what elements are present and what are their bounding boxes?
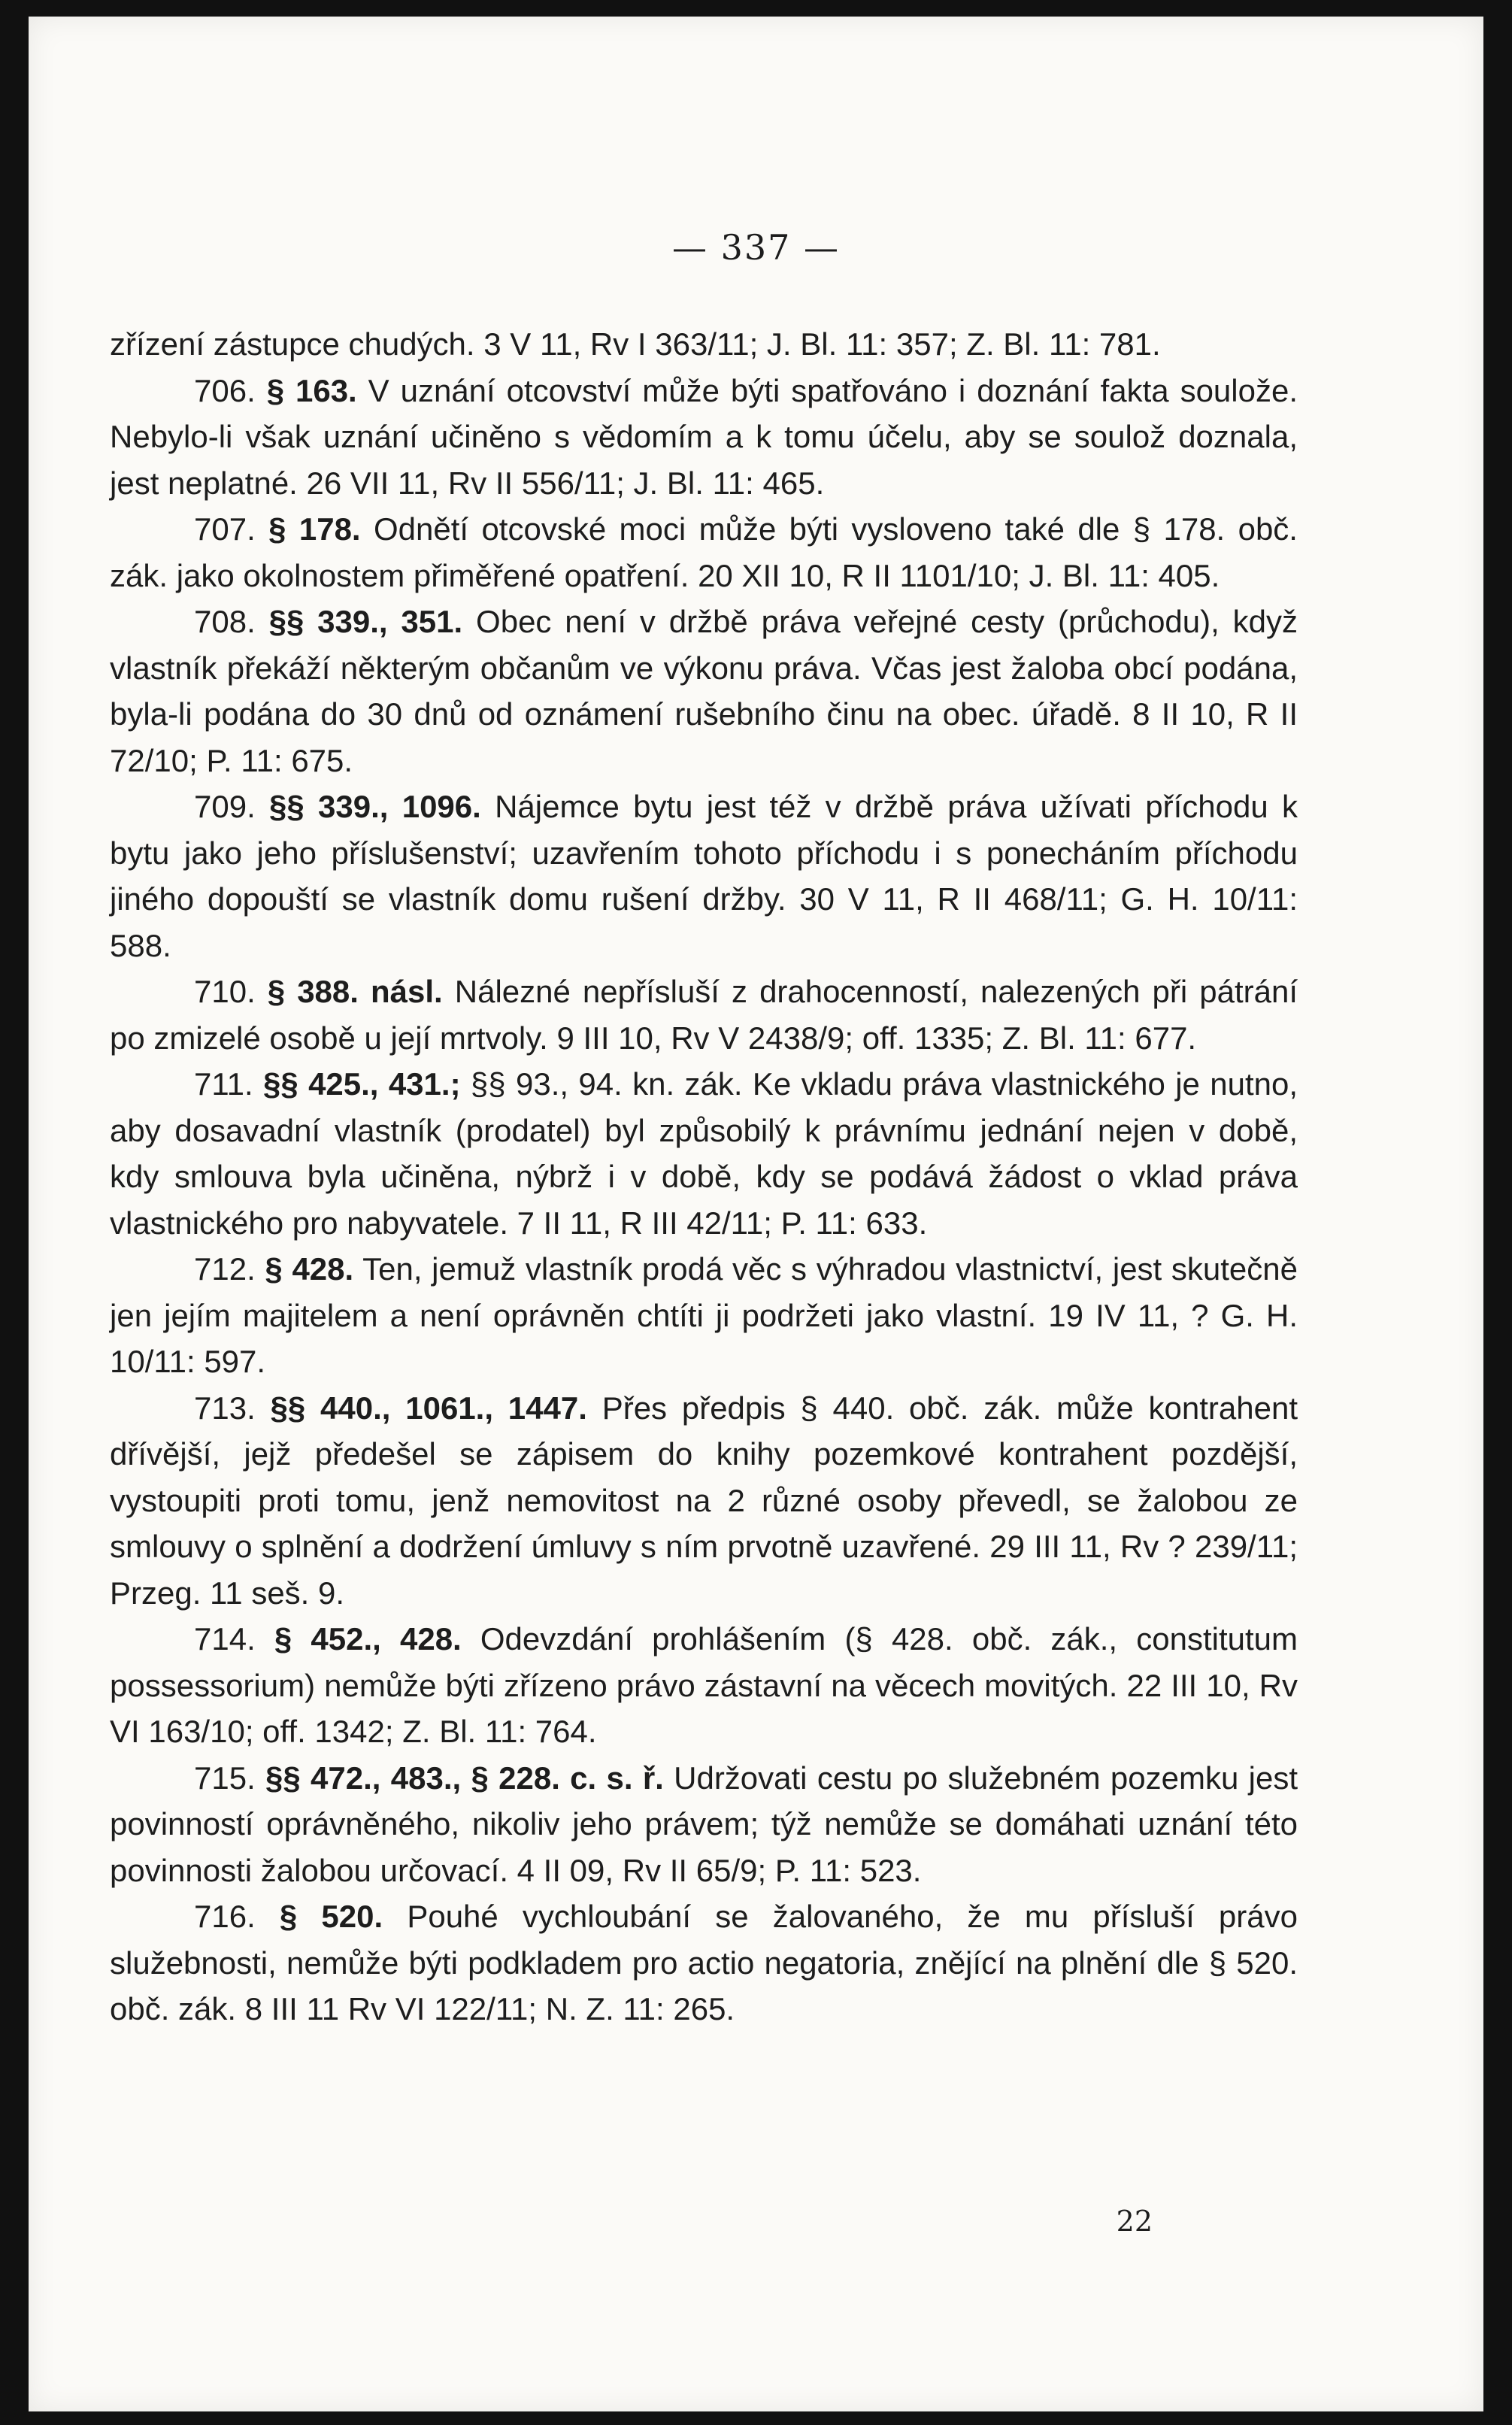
entry-text: Odevzdání prohlášením (§ 428. obč. zák., constitutum possessorium) nemůže býti zřízeno právo zástavní na věcech movitých. 22 III 10, Rv VI 163/10; off. 1342; Z. Bl. 11: 764. bbox=[110, 1621, 1298, 1749]
entry-713 bbox=[110, 1385, 1298, 1617]
entry-number: 715. bbox=[194, 1760, 256, 1796]
page-body bbox=[110, 321, 1298, 2032]
entry-714 bbox=[110, 1616, 1298, 1755]
page-number: — 337 — bbox=[671, 227, 841, 268]
entry-706 bbox=[110, 368, 1298, 507]
entry-708 bbox=[110, 599, 1298, 784]
section-reference: § 520. bbox=[279, 1899, 383, 1934]
entry-710 bbox=[110, 968, 1298, 1061]
entry-text: Ten, jemuž vlastník prodá věc s výhradou vlastnictví, jest skutečně jen jejím majitelem a není oprávněn chtíti ji podržeti jako vlastní. 19 IV 11, ? G. H. 10/11: 597. bbox=[110, 1251, 1298, 1379]
entry-709 bbox=[110, 784, 1298, 968]
entry-text: Přes předpis § 440. obč. zák. může kontrahent dřívější, jejž předešel se zápisem do knihy pozemkové kontrahent pozdější, vystoupiti proti tomu, jenž nemovitost na 2 různé osoby převedl, se žalobou ze smlouvy o splnění a dodržení úmluvy s ním prvotně uzavřené. 29 III 11, Rv ? 239/11; Przeg. 11 seš. 9. bbox=[110, 1390, 1298, 1611]
entry-text: V uznání otcovství může býti spatřováno i doznání fakta soulože. Nebylo-li však uznání učiněno s vědomím a k tomu účelu, aby se soulož doznala, jest neplatné. 26 VII 11, Rv II 556/11; J. Bl. 11: 465. bbox=[110, 372, 1298, 501]
entry-707 bbox=[110, 506, 1298, 599]
entry-number: 706. bbox=[194, 372, 256, 408]
entry-number: 712. bbox=[194, 1251, 256, 1287]
entry-text: Udržovati cestu po služebném pozemku jest povinností oprávněného, nikoliv jeho právem; týž nemůže se domáhati uznání této povinnosti žalobou určovací. 4 II 09, Rv II 65/9; P. 11: 523. bbox=[110, 1760, 1298, 1888]
section-reference: §§ 472., 483., § 228. c. s. ř. bbox=[265, 1760, 664, 1796]
entry-number: 708. bbox=[194, 604, 256, 639]
entry-number: 713. bbox=[194, 1390, 256, 1426]
entry-number: 707. bbox=[194, 511, 256, 547]
entry-text: Nálezné nepřísluší z drahocenností, nalezených při pátrání po zmizelé osobě u její mrtvoly. 9 III 10, Rv V 2438/9; off. 1335; Z. Bl. 11: 677. bbox=[110, 974, 1298, 1056]
entry-715 bbox=[110, 1755, 1298, 1894]
section-reference: §§ 339., 1096. bbox=[269, 789, 481, 824]
entry-711 bbox=[110, 1061, 1298, 1246]
entry-text: §§ 93., 94. kn. zák. Ke vkladu práva vlastnického je nutno, aby dosavadní vlastník (prodatel) byl způsobilý k právnímu jednání nejen v době, kdy smlouva byla učiněna, nýbrž i v době, kdy se podává žádost o vklad práva vlastnického pro nabyvatele. 7 II 11, R III 42/11; P. 11: 633. bbox=[110, 1066, 1298, 1241]
section-reference: § 428. bbox=[265, 1251, 354, 1287]
section-reference: § 452., 428. bbox=[274, 1621, 462, 1657]
section-reference: § 178. bbox=[268, 511, 361, 547]
section-reference: §§ 425., 431.; bbox=[263, 1066, 461, 1102]
entry-text: Odnětí otcovské moci může býti vysloveno také dle § 178. obč. zák. jako okolnostem přiměřené opatření. 20 XII 10, R II 1101/10; J. Bl. 11: 405. bbox=[110, 511, 1298, 593]
signature-mark: 22 bbox=[1116, 2205, 1153, 2238]
entry-number: 711. bbox=[194, 1066, 253, 1102]
book-page bbox=[29, 17, 1483, 2411]
entry-text: Nájemce bytu jest též v držbě práva užívati příchodu k bytu jako jeho příslušenství; uzavřením tohoto příchodu i s ponecháním příchodu jiného dopouští se vlastník domu rušení držby. 30 V 11, R II 468/11; G. H. 10/11: 588. bbox=[110, 789, 1298, 963]
continued-paragraph: zřízení zástupce chudých. 3 V 11, Rv I 363/11; J. Bl. 11: 357; Z. Bl. 11: 781. bbox=[110, 326, 1161, 362]
section-reference: §§ 440., 1061., 1447. bbox=[270, 1390, 587, 1426]
section-reference: § 388. násl. bbox=[267, 974, 443, 1009]
entry-text: Pouhé vychloubání se žalovaného, že mu přísluší právo služebnosti, nemůže býti podkladem pro actio negatoria, znějící na plnění dle § 520. obč. zák. 8 III 11 Rv VI 122/11; N. Z. 11: 265. bbox=[110, 1899, 1298, 2026]
entry-712 bbox=[110, 1246, 1298, 1385]
entry-number: 714. bbox=[194, 1621, 256, 1657]
entry-number: 710. bbox=[194, 974, 256, 1009]
entry-number: 716. bbox=[194, 1899, 256, 1934]
entry-716 bbox=[110, 1893, 1298, 2032]
entry-text: Obec není v držbě práva veřejné cesty (průchodu), když vlastník překáží některým občanům ve výkonu práva. Včas jest žaloba obcí podána, byla-li podána do 30 dnů od oznámení rušebního činu na obec. úřadě. 8 II 10, R II 72/10; P. 11: 675. bbox=[110, 604, 1298, 778]
section-reference: § 163. bbox=[266, 372, 357, 408]
entry-number: 709. bbox=[194, 789, 256, 824]
section-reference: §§ 339., 351. bbox=[268, 604, 463, 639]
